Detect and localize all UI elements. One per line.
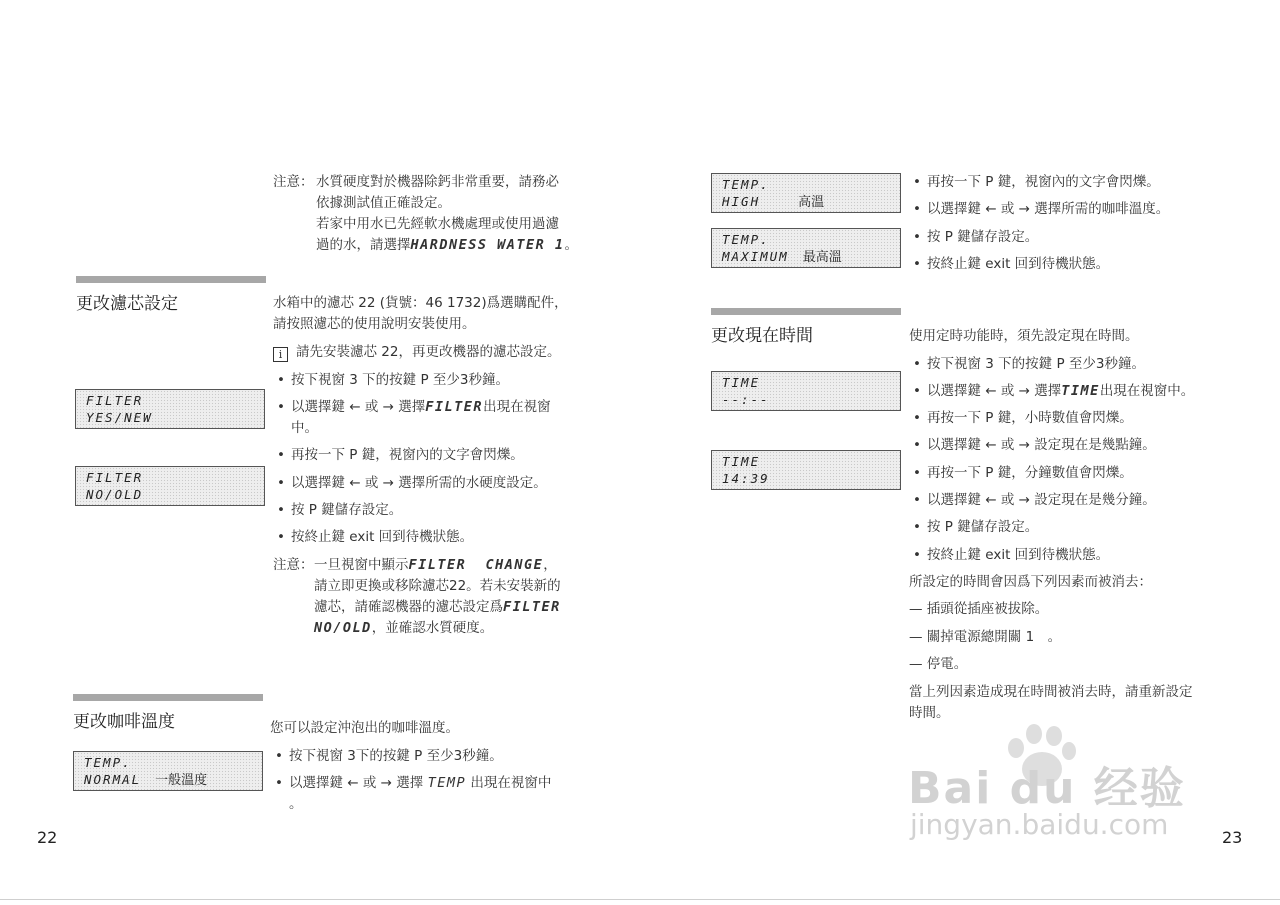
list-item xyxy=(927,381,1194,401)
lcd-line: TIME xyxy=(722,375,761,390)
note-text: ，並確認水質硬度。 xyxy=(371,620,494,636)
lcd-line: YES/NEW xyxy=(86,410,153,425)
list-item: • 以選擇鍵 ← 或 → 設定現在是幾分鐘。 xyxy=(927,490,1156,510)
lcd-value: HIGH xyxy=(722,194,761,209)
lcd-line: FILTER xyxy=(86,470,144,485)
lcd-display-time-set xyxy=(711,450,901,490)
list-item: • 按下視窗 3 下的按鍵 P 至少3秒鐘。 xyxy=(291,370,509,390)
step-text: 以選擇鍵 ← 或 → 選擇 xyxy=(291,399,426,415)
step-text: 出現在視窗 xyxy=(483,399,551,415)
lcd-display-filter-no xyxy=(75,466,265,506)
display-code: FILTER CHANGE xyxy=(408,557,544,573)
step-text: 以選擇鍵 ← 或 → 選擇 xyxy=(289,775,428,791)
reset-intro: 所設定的時間會因爲下列因素而被消去： xyxy=(909,574,1152,590)
lcd-line: 14:39 xyxy=(722,471,770,486)
list-item: • 按下視窗 3 下的按鍵 P 至少3秒鐘。 xyxy=(927,354,1145,374)
lcd-value: NORMAL xyxy=(84,772,142,787)
lcd-line xyxy=(722,248,900,266)
lcd-line: FILTER xyxy=(86,393,144,408)
display-code: TEMP xyxy=(427,775,467,791)
display-code: NO/OLD xyxy=(314,620,372,636)
page-bottom-border xyxy=(0,899,1280,900)
lcd-caption: 一般溫度 xyxy=(155,773,208,788)
filter-intro-line: 水箱中的濾芯 22 (貨號：46 1732)爲選購配件， xyxy=(273,295,568,311)
page-number-left: 22 xyxy=(37,828,58,847)
reset-reason: — 停電。 xyxy=(909,656,968,672)
note-text-line: 請立即更換或移除濾芯22。若未安裝新的 xyxy=(314,578,561,594)
note-text: ， xyxy=(543,557,557,573)
list-item: • 再按一下 P 鍵，小時數值會閃爍。 xyxy=(927,408,1133,428)
note-label: 注意： xyxy=(273,557,314,573)
section-divider xyxy=(76,276,266,283)
list-item: • 按終止鍵 exit 回到待機狀態。 xyxy=(927,545,1109,565)
lcd-value: MAXIMUM xyxy=(722,249,789,264)
lcd-display-filter-yes xyxy=(75,389,265,429)
list-item: • 按下視窗 3下的按鍵 P 至少3秒鐘。 xyxy=(289,746,503,766)
display-code: FILTER xyxy=(425,399,484,415)
info-text: 請先安裝濾芯 22，再更改機器的濾芯設定。 xyxy=(296,344,561,360)
list-item: • 再按一下 P 鍵，視窗內的文字會閃爍。 xyxy=(291,445,524,465)
note-text-line xyxy=(316,235,578,255)
page-number-right: 23 xyxy=(1222,828,1243,847)
step-continuation: 。 xyxy=(289,796,303,812)
note-text: 過的水，請選擇 xyxy=(316,237,411,253)
step-text: 出現在視窗中 xyxy=(466,775,552,791)
list-item: • 按 P 鍵儲存設定。 xyxy=(291,500,402,520)
note-text-line xyxy=(314,618,493,638)
note-text-line xyxy=(314,555,557,575)
outro-line: 當上列因素造成現在時間被消去時，請重新設定 xyxy=(909,684,1193,700)
lcd-line: TEMP. xyxy=(84,755,132,770)
watermark-url: jingyan.baidu.com xyxy=(910,808,1169,841)
list-item: • 按終止鍵 exit 回到待機狀態。 xyxy=(927,254,1109,274)
info-line xyxy=(273,342,560,362)
list-item: • 按 P 鍵儲存設定。 xyxy=(927,227,1038,247)
list-item: • 按 P 鍵儲存設定。 xyxy=(927,517,1038,537)
section-title-temp: 更改咖啡溫度 xyxy=(73,712,175,732)
lcd-display-temp-normal xyxy=(73,751,263,791)
note-text-line: 依據測試值正確設定。 xyxy=(316,195,451,211)
section-title-time: 更改現在時間 xyxy=(711,326,813,346)
display-code: HARDNESS WATER 1 xyxy=(410,237,565,253)
time-intro: 使用定時功能時，須先設定現在時間。 xyxy=(909,328,1139,344)
info-icon: i xyxy=(273,347,288,362)
section-divider xyxy=(711,308,901,315)
note-text: 。 xyxy=(564,237,579,253)
lcd-caption: 高溫 xyxy=(798,195,825,210)
lcd-line xyxy=(722,193,900,211)
note-text-line: 水質硬度對於機器除鈣非常重要，請務必 xyxy=(316,174,559,190)
section-title-filter: 更改濾芯設定 xyxy=(76,294,178,314)
reset-reason: — 關掉電源總開關 1 。 xyxy=(909,629,1062,645)
filter-intro-line: 請按照濾芯的使用說明安裝使用。 xyxy=(273,316,476,332)
lcd-line: NO/OLD xyxy=(86,487,144,502)
step-text: 出現在視窗中。 xyxy=(1099,383,1195,399)
note-text: 一旦視窗中顯示 xyxy=(314,557,409,573)
note-label: 注意： xyxy=(273,174,314,190)
temp-intro: 您可以設定沖泡出的咖啡溫度。 xyxy=(270,720,459,736)
list-item: • 以選擇鍵 ← 或 → 設定現在是幾點鐘。 xyxy=(927,435,1156,455)
list-item: • 再按一下 P 鍵，視窗內的文字會閃爍。 xyxy=(927,172,1160,192)
display-code: TIME xyxy=(1061,383,1100,399)
list-item: • 按終止鍵 exit 回到待機狀態。 xyxy=(291,527,473,547)
list-item xyxy=(291,397,551,417)
outro-line: 時間。 xyxy=(909,705,950,721)
lcd-line: TIME xyxy=(722,454,761,469)
note-text-line: 若家中用水已先經軟水機處理或使用過濾 xyxy=(316,216,559,232)
watermark-brand: Bai du 经验 xyxy=(908,763,1186,814)
section-divider xyxy=(73,694,263,701)
lcd-line: TEMP. xyxy=(722,232,770,247)
lcd-caption: 最高溫 xyxy=(802,250,842,265)
lcd-line: --:-- xyxy=(722,392,770,407)
step-text: 以選擇鍵 ← 或 → 選擇 xyxy=(927,383,1062,399)
reset-reason: — 插頭從插座被拔除。 xyxy=(909,601,1049,617)
list-item: • 以選擇鍵 ← 或 → 選擇所需的水硬度設定。 xyxy=(291,473,547,493)
lcd-line xyxy=(84,771,262,789)
lcd-display-temp-high xyxy=(711,173,901,213)
lcd-line: TEMP. xyxy=(722,177,770,192)
note-text: 濾芯，請確認機器的濾芯設定爲 xyxy=(314,599,503,615)
lcd-display-temp-max xyxy=(711,228,901,268)
step-continuation: 中。 xyxy=(291,420,318,436)
note-text-line xyxy=(314,597,561,617)
list-item: • 再按一下 P 鍵，分鐘數值會閃爍。 xyxy=(927,463,1133,483)
list-item: • 以選擇鍵 ← 或 → 選擇所需的咖啡溫度。 xyxy=(927,199,1169,219)
lcd-display-time-blank xyxy=(711,371,901,411)
list-item xyxy=(289,773,551,793)
display-code: FILTER xyxy=(503,599,561,615)
